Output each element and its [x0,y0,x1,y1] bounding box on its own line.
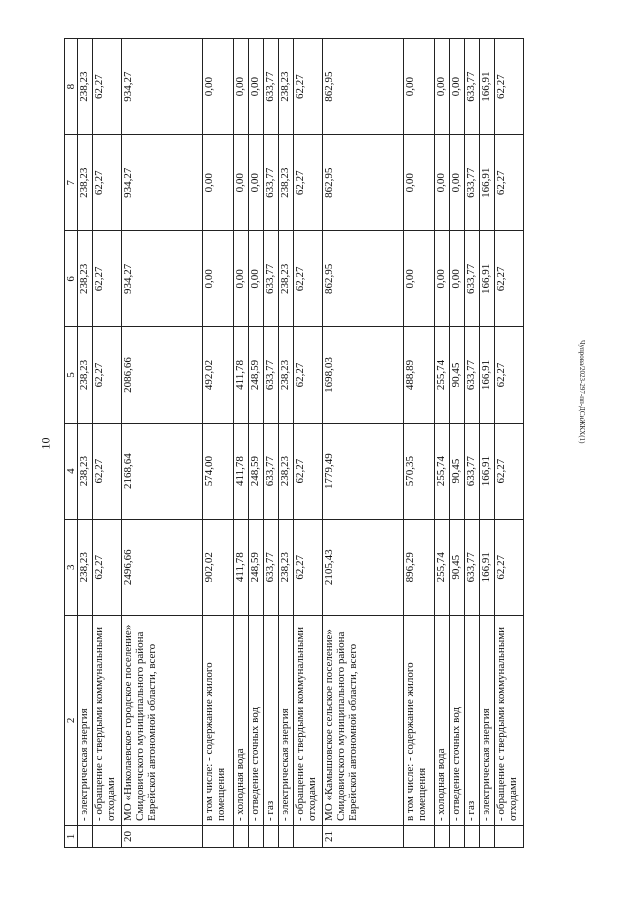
table-row [248,39,263,848]
value-cell: 633,77 [465,423,480,519]
value-cell: 62,27 [294,327,323,423]
value-cell: 238,23 [279,39,294,135]
value-cell: 2086,66 [121,327,202,423]
value-cell: 238,23 [78,231,93,327]
value-cell: 633,77 [264,327,279,423]
value-cell: 238,23 [279,519,294,615]
value-cell: 0,00 [202,135,233,231]
value-cell: 62,27 [294,135,323,231]
value-cell: 633,77 [465,135,480,231]
value-cell: 238,23 [78,135,93,231]
value-cell: 238,23 [78,519,93,615]
table-row [322,39,403,848]
value-cell: 0,00 [434,231,449,327]
table-row [450,39,465,848]
document-code: Чупрова/2023-297-пп-ДСиЖКХ(1) [578,340,586,444]
value-cell: 0,00 [233,231,248,327]
value-cell: 238,23 [279,135,294,231]
page-number: 10 [38,437,53,450]
value-cell: 1779,49 [322,423,403,519]
table-row [465,39,480,848]
column-header: 2 [65,615,78,825]
column-header: 8 [65,39,78,135]
value-cell: 0,00 [403,135,434,231]
value-cell: 633,77 [264,519,279,615]
value-cell: 2168,64 [121,423,202,519]
value-cell: 90,45 [450,423,465,519]
value-cell: 862,95 [322,135,403,231]
value-cell: 166,91 [480,135,495,231]
value-cell: 896,29 [403,519,434,615]
row-number [93,825,122,847]
row-label: МО «Камышовское сельское поселение» Смидовичского муниципального района Еврейской автономной области, всего [322,615,403,825]
value-cell: 0,00 [434,135,449,231]
value-cell: 62,27 [495,39,524,135]
value-cell: 62,27 [495,519,524,615]
value-cell: 0,00 [403,231,434,327]
row-label: - газ [264,615,279,825]
value-cell: 62,27 [93,39,122,135]
value-cell: 0,00 [202,39,233,135]
column-header: 6 [65,231,78,327]
value-cell: 0,00 [233,39,248,135]
value-cell: 166,91 [480,423,495,519]
value-cell: 934,27 [121,135,202,231]
value-cell: 238,23 [78,423,93,519]
value-cell: 2496,66 [121,519,202,615]
value-cell: 570,35 [403,423,434,519]
value-cell: 166,91 [480,231,495,327]
value-cell: 62,27 [495,327,524,423]
value-cell: 633,77 [465,39,480,135]
value-cell: 488,89 [403,327,434,423]
value-cell: 633,77 [465,231,480,327]
table-row [121,39,202,848]
value-cell: 411,78 [233,327,248,423]
row-number [450,825,465,847]
value-cell: 62,27 [294,423,323,519]
row-label: - холодная вода [233,615,248,825]
table-row [233,39,248,848]
value-cell: 411,78 [233,519,248,615]
value-cell: 62,27 [93,135,122,231]
row-number [403,825,434,847]
value-cell: 492,02 [202,327,233,423]
row-number [465,825,480,847]
value-cell: 238,23 [78,39,93,135]
row-number [248,825,263,847]
row-label: - электрическая энергия [480,615,495,825]
value-cell: 255,74 [434,519,449,615]
value-cell: 238,23 [279,327,294,423]
table-row [202,39,233,848]
value-cell: 255,74 [434,327,449,423]
table-row [93,39,122,848]
value-cell: 90,45 [450,519,465,615]
column-header: 7 [65,135,78,231]
value-cell: 633,77 [264,231,279,327]
value-cell: 633,77 [465,327,480,423]
tariff-table [64,38,524,848]
value-cell: 238,23 [78,327,93,423]
value-cell: 0,00 [248,231,263,327]
row-label: - газ [465,615,480,825]
value-cell: 62,27 [93,327,122,423]
row-label: в том числе: - содержание жилого помещения [403,615,434,825]
value-cell: 2105,43 [322,519,403,615]
table-row [264,39,279,848]
row-label: - обращение с твердыми коммунальными отходами [495,615,524,825]
value-cell: 934,27 [121,39,202,135]
row-label: - отведение сточных вод [450,615,465,825]
value-cell: 0,00 [450,231,465,327]
value-cell: 248,59 [248,327,263,423]
value-cell: 255,74 [434,423,449,519]
row-label: - отведение сточных вод [248,615,263,825]
value-cell: 62,27 [93,231,122,327]
row-number [480,825,495,847]
value-cell: 1698,03 [322,327,403,423]
value-cell: 166,91 [480,519,495,615]
row-number [495,825,524,847]
value-cell: 862,95 [322,39,403,135]
row-number [264,825,279,847]
table-row [434,39,449,848]
row-label: - электрическая энергия [78,615,93,825]
row-number [233,825,248,847]
value-cell: 0,00 [450,39,465,135]
value-cell: 248,59 [248,423,263,519]
value-cell: 62,27 [294,231,323,327]
value-cell: 862,95 [322,231,403,327]
row-number [294,825,323,847]
value-cell: 62,27 [495,135,524,231]
value-cell: 574,00 [202,423,233,519]
value-cell: 902,02 [202,519,233,615]
table-row [279,39,294,848]
table-row [480,39,495,848]
value-cell: 411,78 [233,423,248,519]
value-cell: 0,00 [434,39,449,135]
column-header: 4 [65,423,78,519]
table-row [403,39,434,848]
value-cell: 166,91 [480,39,495,135]
value-cell: 62,27 [495,423,524,519]
row-number [279,825,294,847]
value-cell: 0,00 [248,135,263,231]
value-cell: 0,00 [202,231,233,327]
row-number [434,825,449,847]
value-cell: 934,27 [121,231,202,327]
value-cell: 90,45 [450,327,465,423]
row-number: 21 [322,825,403,847]
value-cell: 0,00 [233,135,248,231]
row-label: - обращение с твердыми коммунальными отходами [93,615,122,825]
table-row [495,39,524,848]
value-cell: 62,27 [294,39,323,135]
value-cell: 166,91 [480,327,495,423]
value-cell: 633,77 [264,135,279,231]
value-cell: 0,00 [403,39,434,135]
column-header: 5 [65,327,78,423]
table-body [78,39,524,848]
value-cell: 62,27 [93,519,122,615]
value-cell: 238,23 [279,423,294,519]
rotated-table-area [64,38,524,848]
row-number [78,825,93,847]
value-cell: 0,00 [248,39,263,135]
row-label: МО «Николаевское городское поселение» Смидовичского муниципального района Еврейской автономной области, всего [121,615,202,825]
column-header: 1 [65,825,78,847]
value-cell: 633,77 [264,423,279,519]
value-cell: 633,77 [465,519,480,615]
column-header: 3 [65,519,78,615]
value-cell: 248,59 [248,519,263,615]
row-number [202,825,233,847]
value-cell: 62,27 [93,423,122,519]
row-label: - холодная вода [434,615,449,825]
table-row [78,39,93,848]
row-number: 20 [121,825,202,847]
value-cell: 0,00 [450,135,465,231]
value-cell: 62,27 [495,231,524,327]
table-row [294,39,323,848]
value-cell: 238,23 [279,231,294,327]
header-row [65,39,78,848]
row-label: - электрическая энергия [279,615,294,825]
value-cell: 633,77 [264,39,279,135]
row-label: в том числе: - содержание жилого помещения [202,615,233,825]
value-cell: 62,27 [294,519,323,615]
row-label: - обращение с твердыми коммунальными отходами [294,615,323,825]
